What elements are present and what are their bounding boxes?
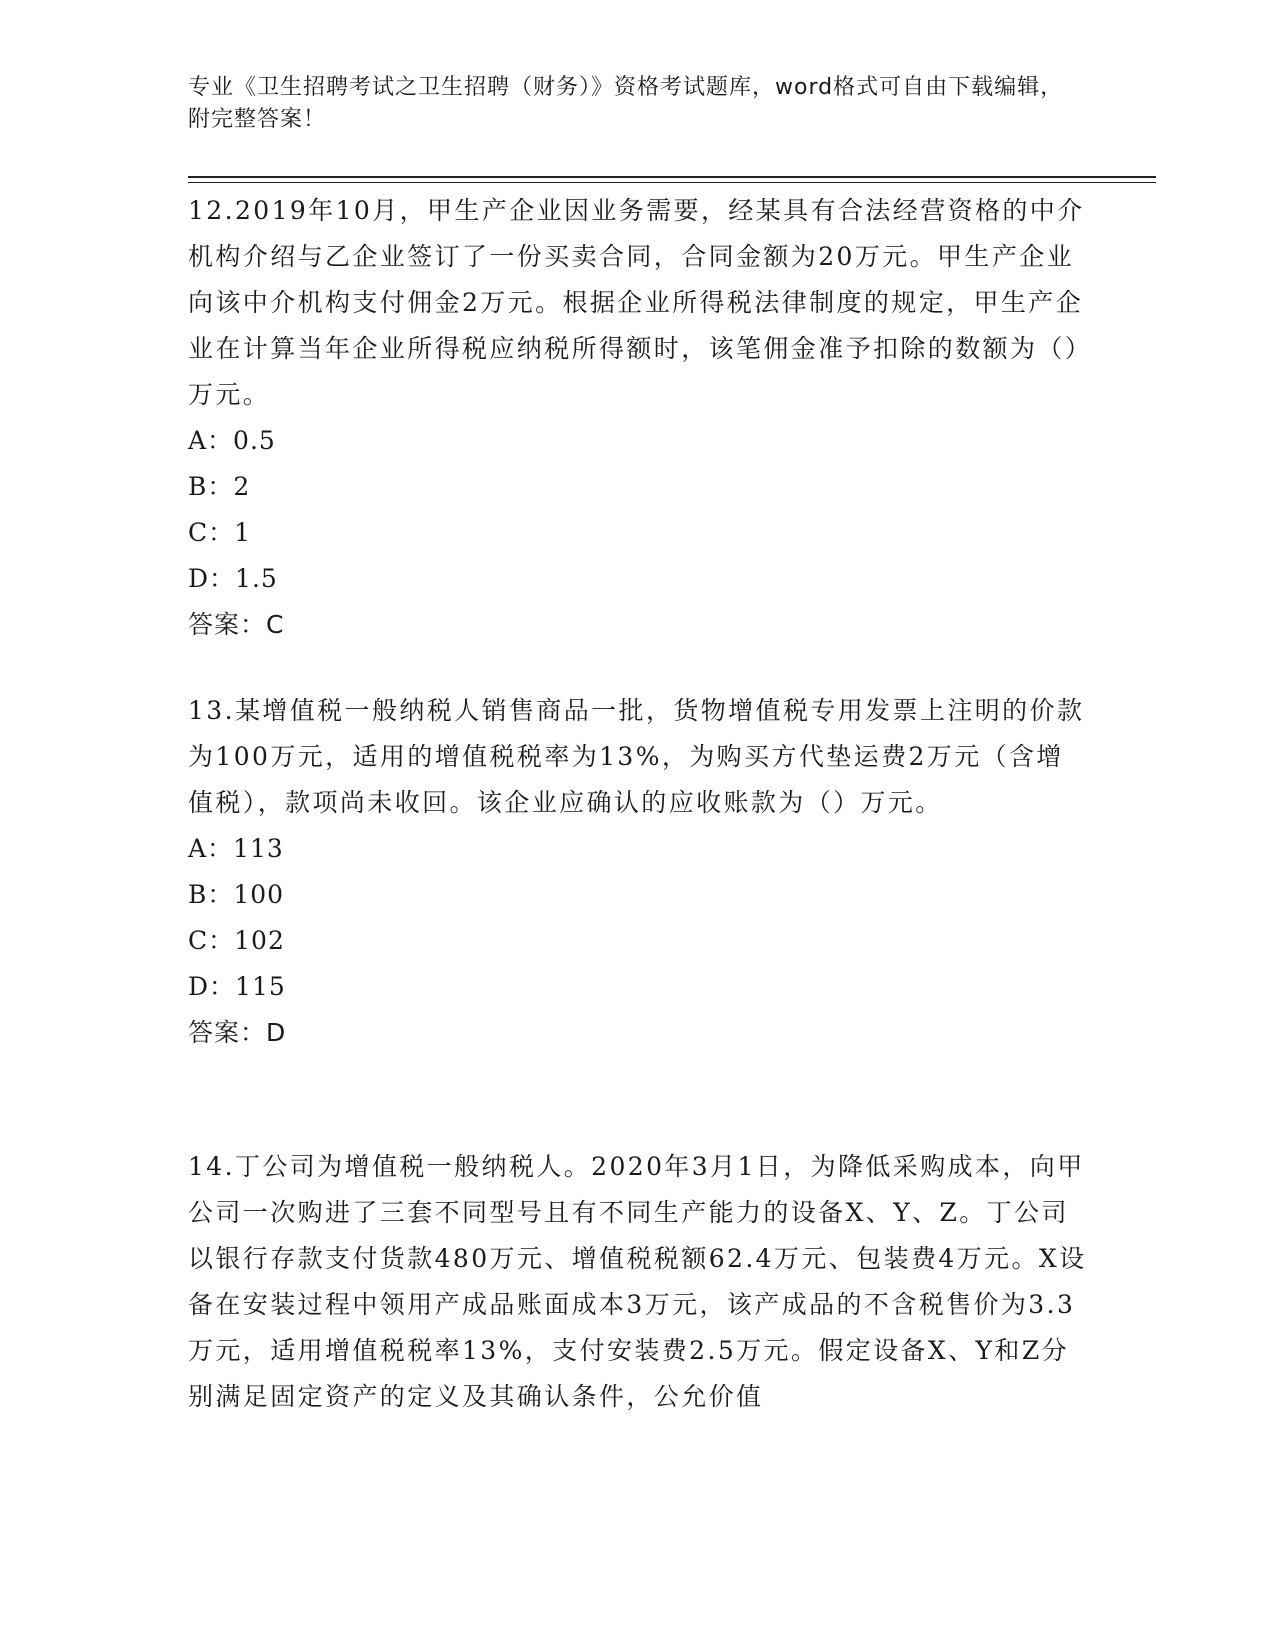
- option-c: C：102: [188, 926, 285, 955]
- option-d: D：115: [188, 972, 286, 1001]
- option-b: B：100: [188, 880, 285, 909]
- question-14: [188, 1144, 1088, 1420]
- option-b: B：2: [188, 472, 251, 501]
- option-a: A：0.5: [188, 426, 276, 455]
- answer: 答案：C: [188, 610, 285, 639]
- option-a: A：113: [188, 834, 284, 863]
- question-13: [188, 688, 1088, 1056]
- option-c: C：1: [188, 518, 252, 547]
- option-d: D：1.5: [188, 564, 278, 593]
- question-text: 13.某增值税一般纳税人销售商品一批，货物增值税专用发票上注明的价款为100万元，适用的增值税税率为13%，为购买方代垫运费2万元（含增值税），款项尚未收回。该企业应确认的应收账款为（）万元。: [188, 696, 1085, 817]
- question-12: [188, 188, 1088, 648]
- page-header: 专业《卫生招聘考试之卫生招聘（财务）》资格考试题库，word格式可自由下载编辑，附完整答案！: [188, 75, 1064, 132]
- header-divider: [188, 176, 1156, 178]
- answer: 答案：D: [188, 1018, 287, 1047]
- header-divider-thin: [188, 182, 1156, 183]
- question-text: 14.丁公司为增值税一般纳税人。2020年3月1日，为降低采购成本，向甲公司一次购进了三套不同型号且有不同生产能力的设备X、Y、Z。丁公司以银行存款支付货款480万元、增值税税额62.4万元、包装费4万元。X设备在安装过程中领用产成品账面成本3万元，该产成品的不含税售价为3.3万元，适用增值税税率13%，支付安装费2.5万元。假定设备X、Y和Z分别满足固定资产的定义及其确认条件，公允价值: [188, 1152, 1087, 1411]
- question-text: 12.2019年10月，甲生产企业因业务需要，经某具有合法经营资格的中介机构介绍与乙企业签订了一份买卖合同，合同金额为20万元。甲生产企业向该中介机构支付佣金2万元。根据企业所得税法律制度的规定，甲生产企业在计算当年企业所得税应纳税所得额时，该笔佣金准予扣除的数额为（）万元。: [188, 196, 1085, 409]
